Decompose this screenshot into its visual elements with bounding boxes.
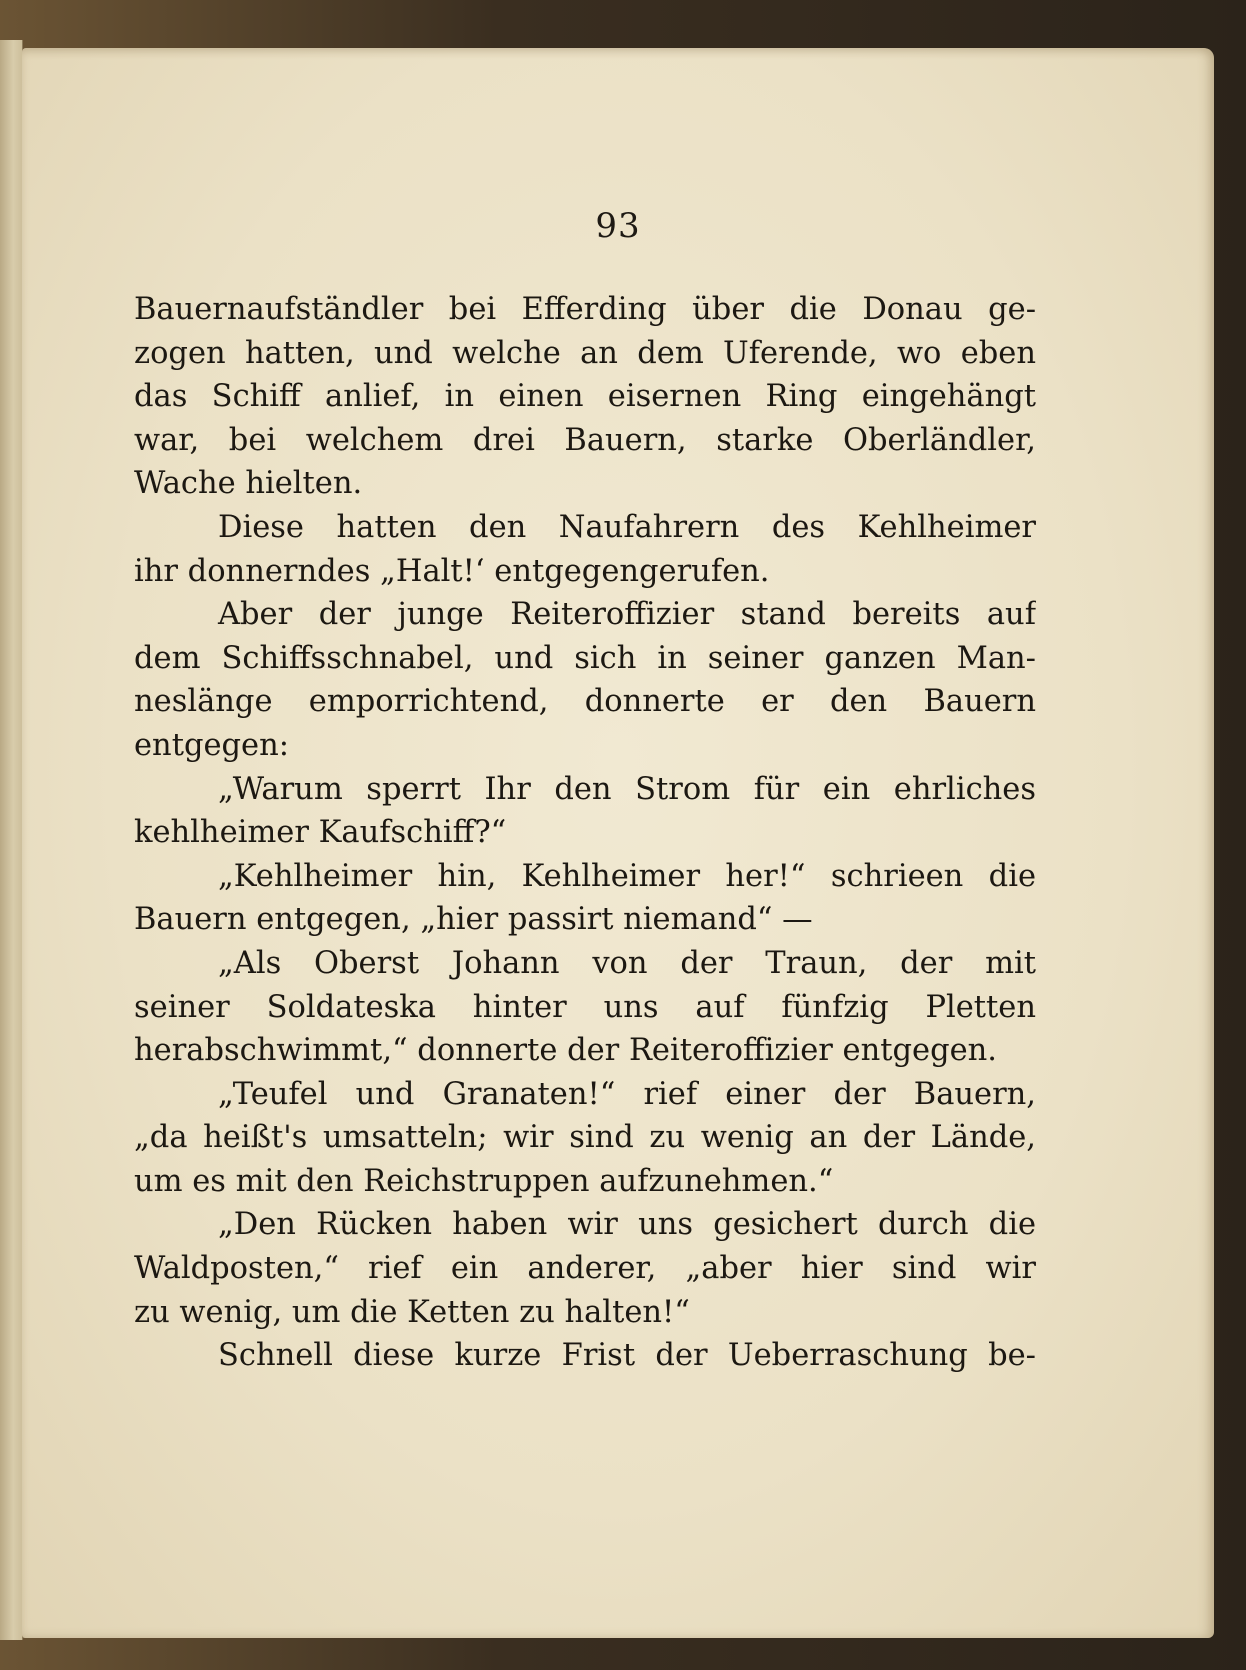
text-line: Waldposten,“ rief ein anderer, „aber hier sind wir [134,1251,1036,1287]
page-number: 93 [595,206,641,246]
text-line: zogen hatten, und welche an dem Uferende, wo eben [134,335,1036,371]
text-line: kehlheimer Kaufschiff?“ [134,815,507,851]
text-line: zu wenig, um die Ketten zu halten!“ [134,1294,690,1330]
text-line: war, bei welchem drei Bauern, starke Oberländler, [134,422,1036,458]
text-line: Schnell diese kurze Frist der Ueberraschung be- [218,1338,1036,1374]
text-line: ihr donnerndes „Halt!‘ entgegengerufen. [134,553,770,589]
text-line: herabschwimmt,“ donnerte der Reiteroffizier entgegen. [134,1033,997,1069]
text-line: Diese hatten den Naufahrern des Kehlheimer [218,509,1036,545]
text-line: um es mit den Reichstruppen aufzunehmen.“ [134,1163,834,1199]
text-line: dem Schiffsschnabel, und sich in seiner ganzen Man- [134,640,1036,676]
text-line: Aber der junge Reiteroffizier stand bereits auf [218,597,1036,633]
text-line: „da heißt's umsatteln; wir sind zu wenig an der Lände, [134,1120,1036,1156]
text-line: „Warum sperrt Ihr den Strom für ein ehrliches [218,771,1036,807]
book-page [22,48,1214,1638]
text-line: seiner Soldateska hinter uns auf fünfzig Pletten [134,989,1036,1025]
text-line: „Kehlheimer hin, Kehlheimer her!“ schrieen die [218,858,1036,894]
text-line: „Teufel und Granaten!“ rief einer der Bauern, [218,1076,1036,1112]
text-line: das Schiff anlief, in einen eisernen Ring eingehängt [134,379,1036,415]
text-line: entgegen: [134,727,290,763]
text-line: Bauernaufständler bei Efferding über die Donau ge- [134,292,1036,327]
page-text [134,288,1036,1378]
previous-page-edge [0,40,23,1640]
text-line: Wache hielten. [134,466,363,502]
text-line: Bauern entgegen, „hier passirt niemand“ — [134,902,813,938]
text-line: neslänge emporrichtend, donnerte er den Bauern [134,684,1036,720]
text-line: „Den Rücken haben wir uns gesichert durch die [218,1207,1036,1243]
text-line: „Als Oberst Johann von der Traun, der mit [218,945,1036,981]
